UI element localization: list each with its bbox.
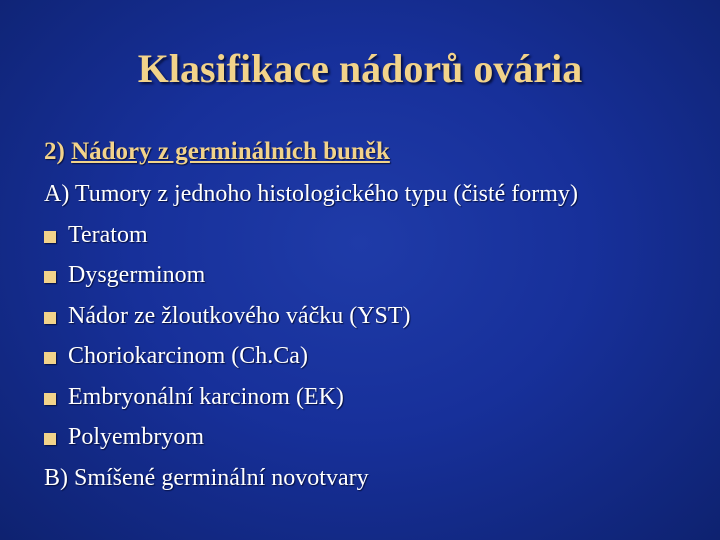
square-bullet-icon bbox=[44, 393, 56, 405]
list-item-text: Dysgerminom bbox=[68, 262, 206, 288]
list-item bbox=[44, 377, 578, 418]
group-a-label: A) Tumory z jednoho histologického typu (čisté formy) bbox=[44, 181, 578, 207]
section-heading bbox=[44, 134, 390, 170]
list-item-text: Teratom bbox=[68, 221, 148, 248]
list-item-text: Embryonální karcinom (EK) bbox=[68, 383, 344, 410]
slide-title: Klasifikace nádorů ovária bbox=[137, 46, 583, 91]
list-item bbox=[44, 215, 578, 256]
list-item bbox=[44, 417, 578, 458]
list-item-text: Choriokarcinom (Ch.Ca) bbox=[68, 343, 308, 369]
slide-body bbox=[44, 174, 578, 498]
square-bullet-icon bbox=[44, 312, 56, 324]
list-item bbox=[44, 336, 578, 377]
list-item-text: Polyembryom bbox=[68, 424, 204, 450]
group-b-label: B) Smíšené germinální novotvary bbox=[44, 464, 369, 491]
section-number: 2) bbox=[44, 138, 65, 165]
square-bullet-icon bbox=[44, 433, 56, 445]
square-bullet-icon bbox=[44, 231, 56, 243]
square-bullet-icon bbox=[44, 271, 56, 283]
list-item bbox=[44, 255, 578, 296]
square-bullet-icon bbox=[44, 352, 56, 364]
list-item-text: Nádor ze žloutkového váčku (YST) bbox=[68, 302, 411, 329]
list-item bbox=[44, 296, 578, 337]
section-heading-text: Nádory z germinálních buněk bbox=[71, 138, 390, 165]
